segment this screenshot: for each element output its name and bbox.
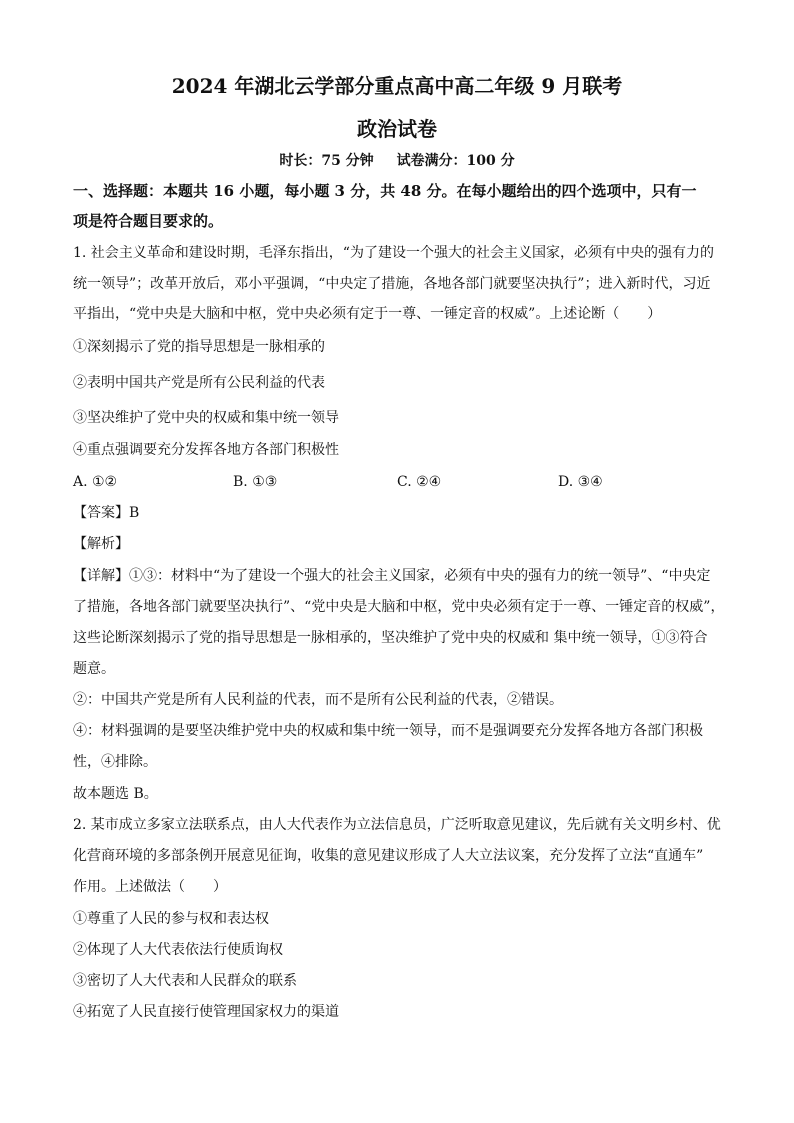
q1-statement-4: ④重点强调要充分发挥各地方各部门积极性 (73, 442, 339, 458)
q1-statement-3: ③坚决维护了党中央的权威和集中统一领导 (73, 410, 339, 426)
exam-meta (0, 150, 794, 170)
q1-conclusion: 故本题选 B。 (73, 786, 158, 802)
q1-stem-line-3: 平指出，“党中央是大脑和中枢，党中央必须有定于一尊、一锤定音的权威”。上述论断（ ） (73, 306, 662, 322)
q2-stem-line-1: 2. 某市成立多家立法联系点，由人大代表作为立法信息员，广泛听取意见建议，先后就有关文明乡村、优 (73, 817, 721, 833)
q2-statement-1: ①尊重了人民的参与权和表达权 (73, 911, 269, 927)
q1-option-c: C. ②④ (397, 474, 442, 490)
q2-stem-line-3: 作用。上述做法（ ） (73, 879, 227, 895)
section-instruction-line-1: 一、选择题：本题共 16 小题，每小题 3 分，共 48 分。在每小题给出的四个选项中，只有一 (73, 182, 697, 200)
section-instruction-line-2: 项是符合题目要求的。 (73, 212, 224, 230)
q1-analysis-label: 【解析】 (73, 536, 129, 552)
q1-detail-line-3: 这些论断深刻揭示了党的指导思想是一脉相承的，坚决维护了党中央的权威和 集中统一领导，①③符合 (73, 630, 708, 646)
q1-detail-line-7: 性，④排除。 (73, 754, 157, 770)
q2-stem-line-2: 化营商环境的多部条例开展意见征询，收集的意见建议形成了人大立法议案，充分发挥了立法“直通车” (73, 848, 704, 864)
q1-detail-line-2: 了措施，各地各部门就要坚决执行”、“党中央是大脑和中枢，党中央必须有定于一尊、一锤定音的权威”， (73, 599, 725, 615)
exam-subject: 政治试卷 (357, 117, 437, 141)
q1-answer: 【答案】B (73, 505, 140, 521)
q2-statement-2: ②体现了人大代表依法行使质询权 (73, 942, 283, 958)
q1-detail-line-4: 题意。 (73, 661, 115, 677)
exam-full-score: 试卷满分：100 分 (396, 153, 515, 169)
exam-title: 2024 年湖北云学部分重点高中高二年级 9 月联考 (171, 74, 623, 98)
q1-statement-2: ②表明中国共产党是所有公民利益的代表 (73, 375, 325, 391)
q1-stem-line-2: 统一领导”；改革开放后，邓小平强调，“中央定了措施，各地各部门就要坚决执行”；进入新时代，习近 (73, 276, 711, 292)
q1-statement-1: ①深刻揭示了党的指导思想是一脉相承的 (73, 339, 325, 355)
q1-option-a: A. ①② (73, 474, 118, 490)
q2-statement-4: ④拓宽了人民直接行使管理国家权力的渠道 (73, 1004, 339, 1020)
q1-stem-line-1: 1. 社会主义革命和建设时期，毛泽东指出，“为了建设一个强大的社会主义国家，必须有中央的强有力的 (73, 245, 714, 261)
q1-detail-line-6: ④：材料强调的是要坚决维护党中央的权威和集中统一领导，而不是强调要充分发挥各地方各部门积极 (73, 723, 703, 739)
exam-duration: 时长：75 分钟 (279, 153, 374, 169)
q1-detail-line-5: ②：中国共产党是所有人民利益的代表，而不是所有公民利益的代表，②错误。 (73, 692, 563, 708)
q2-statement-3: ③密切了人大代表和人民群众的联系 (73, 973, 297, 989)
q1-option-d: D. ③④ (558, 474, 603, 490)
q1-option-b: B. ①③ (233, 474, 278, 490)
q1-detail-line-1: 【详解】①③：材料中“为了建设一个强大的社会主义国家，必须有中央的强有力的统一领导”、“中央定 (73, 568, 711, 584)
